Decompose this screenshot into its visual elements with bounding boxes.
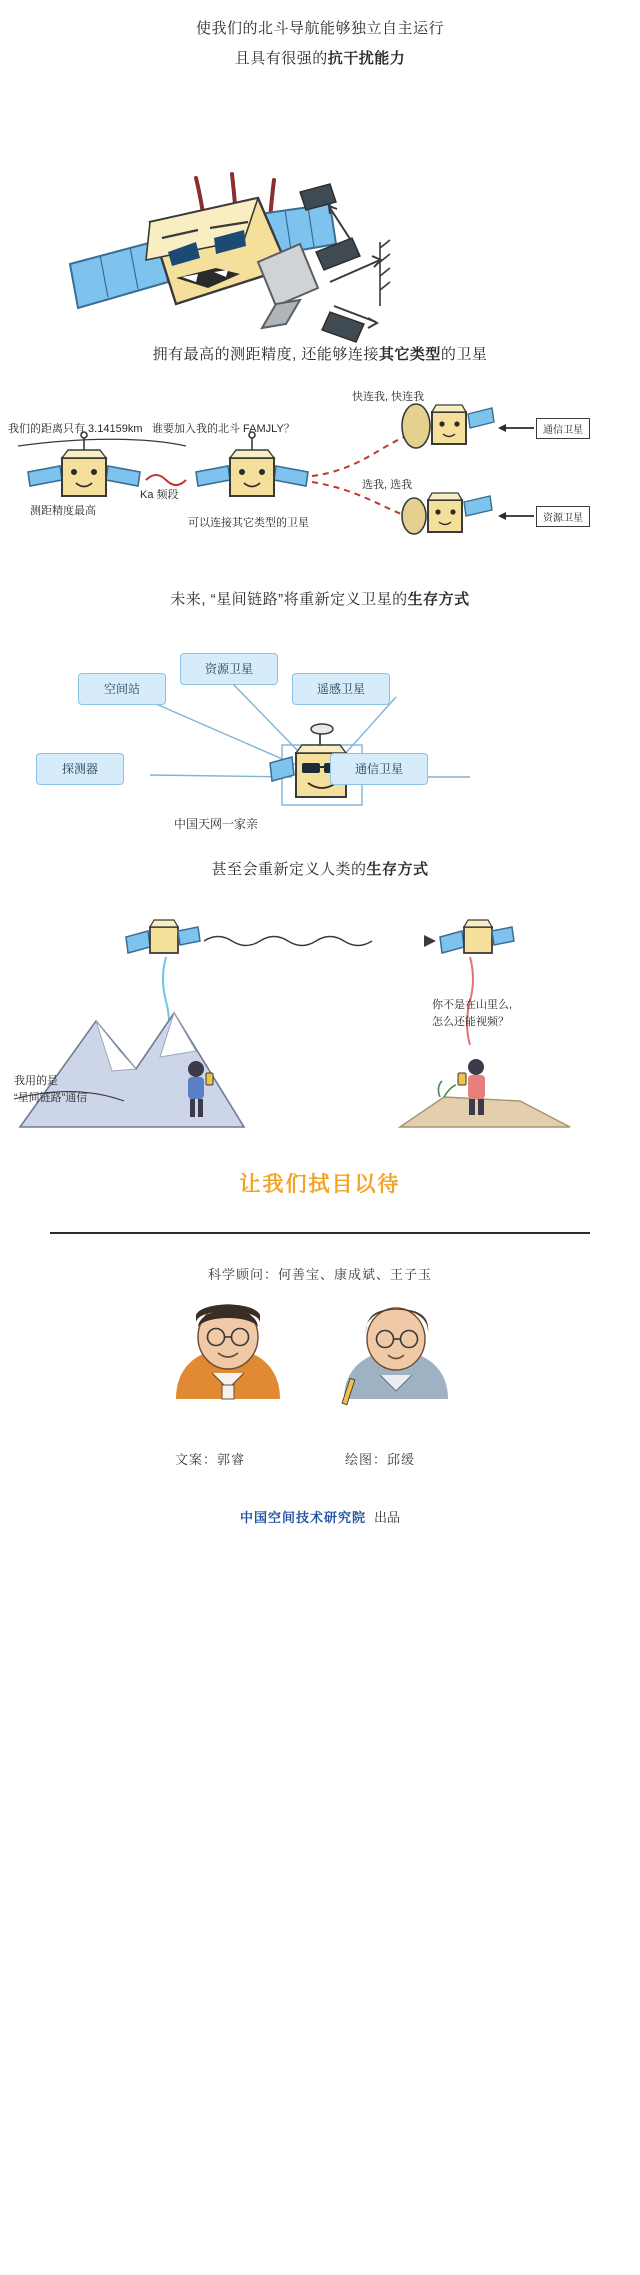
footer <box>0 1507 640 1526</box>
speech-right-line1: 你不是在山里么, <box>432 999 513 1011</box>
section-ranging <box>0 340 640 584</box>
credits-names <box>0 1449 640 1473</box>
angry-satellite-illustration <box>0 92 640 322</box>
note-connect-me: 快连我, 快连我 <box>352 391 425 403</box>
node-probe[interactable]: 探测器 <box>36 753 124 785</box>
mountain-scene-svg <box>0 901 640 1161</box>
node-remote-sensing-satellite[interactable]: 遥感卫星 <box>292 673 390 705</box>
portrait-left <box>176 1305 280 1400</box>
network-center-caption: 中国天网一家亲 <box>174 817 259 831</box>
credits-portraits <box>0 1293 640 1443</box>
section1-title-line2 <box>0 44 640 74</box>
credit-illustrator: 绘图：邱缓 <box>345 1452 416 1467</box>
footer-publish: 出品 <box>374 1510 401 1525</box>
credits-advisors: 科学顾问：何善宝、康成斌、王子玉 <box>207 1267 432 1282</box>
section-credits <box>0 1232 640 1526</box>
section1-title-line1: 使我们的北斗导航能够独立自主运行 <box>195 20 444 37</box>
section4-title <box>0 855 640 885</box>
closing-headline: 让我们拭目以待 <box>239 1173 401 1196</box>
portrait-right <box>342 1308 448 1405</box>
section2-title-plain-b: 的卫星 <box>440 346 488 363</box>
section4-title-plain: 甚至会重新定义人类的 <box>211 861 367 878</box>
note-family: 谁要加入我的北斗 FAMJLY？ <box>152 423 295 435</box>
credits-divider <box>50 1232 590 1234</box>
section-intersatellite-network <box>0 585 640 855</box>
section-human-lifestyle <box>0 855 640 1161</box>
section1-title-line2-plain: 且具有很强的 <box>234 50 328 67</box>
label-ka-band: Ka 频段 <box>140 489 179 501</box>
section2-title <box>0 340 640 370</box>
network-connectors-svg <box>0 625 640 855</box>
section3-title-bold: 生存方式 <box>407 591 470 608</box>
section3-title-plain: 未来, “星间链路”将重新定义卫星的 <box>170 591 408 608</box>
section1-title-line2-bold: 抗干扰能力 <box>327 50 406 67</box>
ranging-illustration <box>0 384 640 584</box>
speech-right <box>432 997 512 1031</box>
section-closing-banner <box>0 1168 640 1198</box>
section4-title-bold: 生存方式 <box>366 861 429 878</box>
caption-connect-other-types: 可以连接其它类型的卫星 <box>188 517 309 529</box>
credit-writer: 文案：郭睿 <box>175 1452 246 1467</box>
tag-comm-satellite: 通信卫星 <box>536 418 590 439</box>
tag-resource-satellite: 资源卫星 <box>536 506 590 527</box>
section2-title-bold: 其它类型 <box>378 346 441 363</box>
node-space-station[interactable]: 空间站 <box>78 673 166 705</box>
network-diagram <box>0 625 640 855</box>
speech-right-line2: 怎么还能视频？ <box>432 1016 509 1028</box>
portraits-svg <box>0 1293 640 1443</box>
ranging-svg <box>0 384 640 584</box>
section3-title <box>0 585 640 615</box>
footer-brand: 中国空间技术研究院 <box>239 1510 366 1525</box>
angry-satellite-svg <box>0 92 640 322</box>
caption-best-ranging: 测距精度最高 <box>30 505 96 517</box>
speech-left <box>14 1073 87 1107</box>
speech-left-line2: “星间链路”通信 <box>14 1092 88 1104</box>
note-distance: 我们的距离只有 3.14159km <box>8 423 143 435</box>
mountain-video-call-illustration <box>0 901 640 1161</box>
node-resource-satellite[interactable]: 资源卫星 <box>180 653 278 685</box>
node-comm-satellite[interactable]: 通信卫星 <box>330 753 428 785</box>
section-antijam <box>0 14 640 322</box>
note-pick-me: 选我, 选我 <box>362 479 413 491</box>
speech-left-line1: 我用的是 <box>14 1075 58 1087</box>
section2-title-plain-a: 拥有最高的测距精度, 还能够连接 <box>152 346 379 363</box>
